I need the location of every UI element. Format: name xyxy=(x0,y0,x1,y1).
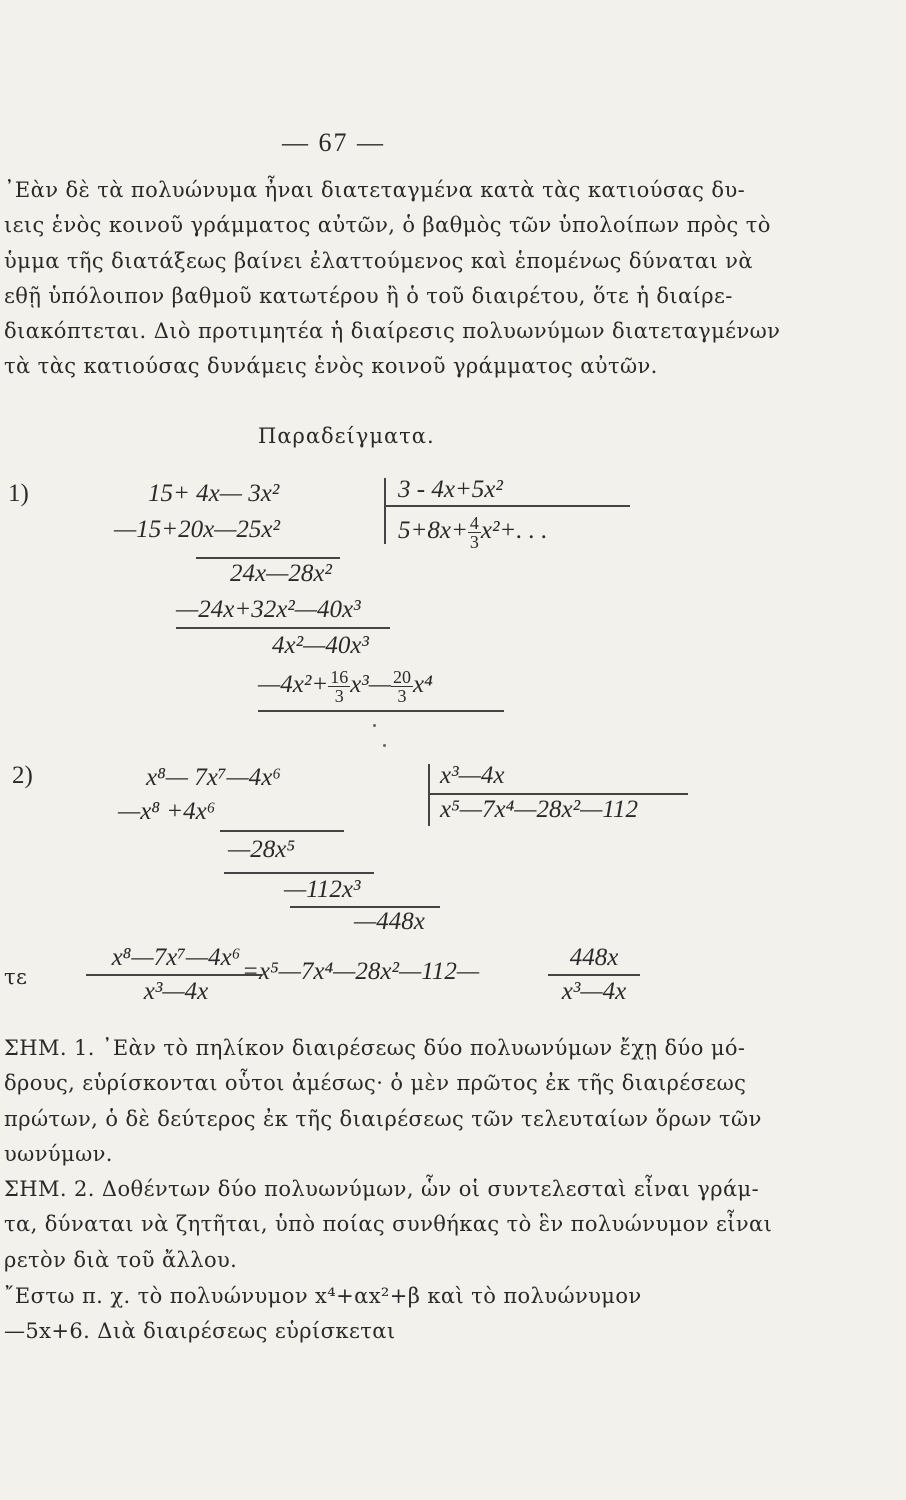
note-line: —5x+6. Διὰ διαιρέσεως εὑρίσκεται xyxy=(4,1319,396,1343)
identity-rhs-numerator: 448x xyxy=(569,944,619,971)
paragraph-line: εθῇ ὑπόλοιπον βαθμοῦ κατωτέρου ἢ ὁ τοῦ διαιρέτου, ὅτε ἡ διαίρε- xyxy=(4,284,733,308)
example-1-subtrahend-2: —24x+32x²—40x³ xyxy=(176,596,361,623)
page-number: — 67 — xyxy=(282,128,385,157)
example-2-subtrahend-1: —x⁸ +4x⁶ xyxy=(118,798,216,825)
example-1-dividend: 15+ 4x— 3x² xyxy=(148,480,280,507)
note-line: ρετὸν διὰ τοῦ ἄλλου. xyxy=(4,1248,238,1272)
identity-prefix: τε xyxy=(4,965,28,989)
division-rule xyxy=(224,872,374,874)
example-1-label: 1) xyxy=(8,480,29,507)
example-2-label: 2) xyxy=(12,762,33,789)
example-1-subtrahend-3: —4x²+ $\frac{16}{3}$ x³— $\frac{20}{3}$ x⁴ xyxy=(258,667,433,706)
identity-lhs-numerator: x⁸—7x⁷—4x⁶ xyxy=(111,944,241,971)
division-rule xyxy=(220,830,344,832)
identity-rhs-denominator: x³—4x xyxy=(561,978,627,1005)
paragraph-line: τὰ τὰς κατιούσας δυνάμεις ἑνὸς κοινοῦ γράμματος αὐτῶν. xyxy=(4,354,658,378)
note-line: υωνύμων. xyxy=(4,1142,113,1166)
example-1-divisor: 3 - 4x+5x² xyxy=(398,476,503,503)
paragraph-line: ιεις ἑνὸς κοινοῦ γράμματος αὐτῶν, ὁ βαθμὸς τῶν ὑπολοίπων πρὸς τὸ xyxy=(4,213,771,237)
paragraph-line: ᾽Εὰν δὲ τὰ πολυώνυμα ἦναι διατεταγμένα κατὰ τὰς κατιούσας δυ- xyxy=(4,178,746,202)
identity-middle: =x⁵—7x⁴—28x²—112— xyxy=(242,958,480,985)
paragraph-line: διακόπτεται. Διὸ προτιμητέα ἡ διαίρεσις πολυωνύμων διατεταγμένων xyxy=(4,319,781,343)
paragraph-line: ὑμμα τῆς διατάξεως βαίνει ἐλαττούμενος καὶ ἑπομένως δύναται νὰ xyxy=(4,249,753,273)
note-line: τα, δύναται νὰ ζητῆται, ὑπὸ ποίας συνθήκας τὸ ἓν πολυώνυμον εἶναι xyxy=(4,1212,773,1236)
example-1-subtrahend-1: —15+20x—25x² xyxy=(114,516,281,543)
example-1-remainder-1: 24x—28x² xyxy=(230,560,332,587)
example-2-remainder-1: —28x⁵ xyxy=(228,836,296,863)
fraction-bar xyxy=(548,974,640,976)
identity-lhs-denominator: x³—4x xyxy=(143,978,209,1005)
example-1-remainder-2: 4x²—40x³ xyxy=(272,632,369,659)
example-2-quotient: x⁵—7x⁴—28x²—112 xyxy=(440,796,638,823)
example-1-quotient: 5+8x+ $\frac{4}{3}$ x²+. . . xyxy=(398,513,548,552)
example-2-remainder-2: —112x³ xyxy=(284,876,361,903)
division-rule xyxy=(176,627,390,629)
division-rule xyxy=(196,557,340,559)
divisor-rule xyxy=(384,505,630,507)
example-2-remainder-3: —448x xyxy=(354,908,425,935)
examples-heading: Παραδείγματα. xyxy=(258,424,435,448)
example-2-divisor: x³—4x xyxy=(440,762,505,789)
note-line: ῎Εστω π. χ. τὸ πολυώνυμον x⁴+αx²+β καὶ τὸ πολυώνυμον xyxy=(4,1284,642,1308)
note-line: ΣΗΜ. 2. Δοθέντων δύο πολυωνύμων, ὧν οἱ συντελεσταὶ εἶναι γράμ- xyxy=(4,1177,760,1201)
divisor-bracket xyxy=(384,478,386,544)
note-line: δρους, εὑρίσκονται οὗτοι ἀμέσως· ὁ μὲν πρῶτος ἐκ τῆς διαιρέσεως xyxy=(4,1071,747,1095)
divisor-rule xyxy=(428,793,688,795)
divisor-bracket xyxy=(428,764,430,826)
note-line: πρώτων, ὁ δὲ δεύτερος ἐκ τῆς διαιρέσεως τῶν τελευταίων ὅρων τῶν xyxy=(4,1107,762,1131)
division-rule xyxy=(258,710,504,712)
example-2-dividend: x⁸— 7x⁷—4x⁶ xyxy=(146,764,282,791)
fraction-bar xyxy=(86,974,262,976)
note-line: ΣΗΜ. 1. ᾽Εὰν τὸ πηλίκον διαιρέσεως δύο πολυωνύμων ἔχῃ δύο μό- xyxy=(4,1036,746,1060)
